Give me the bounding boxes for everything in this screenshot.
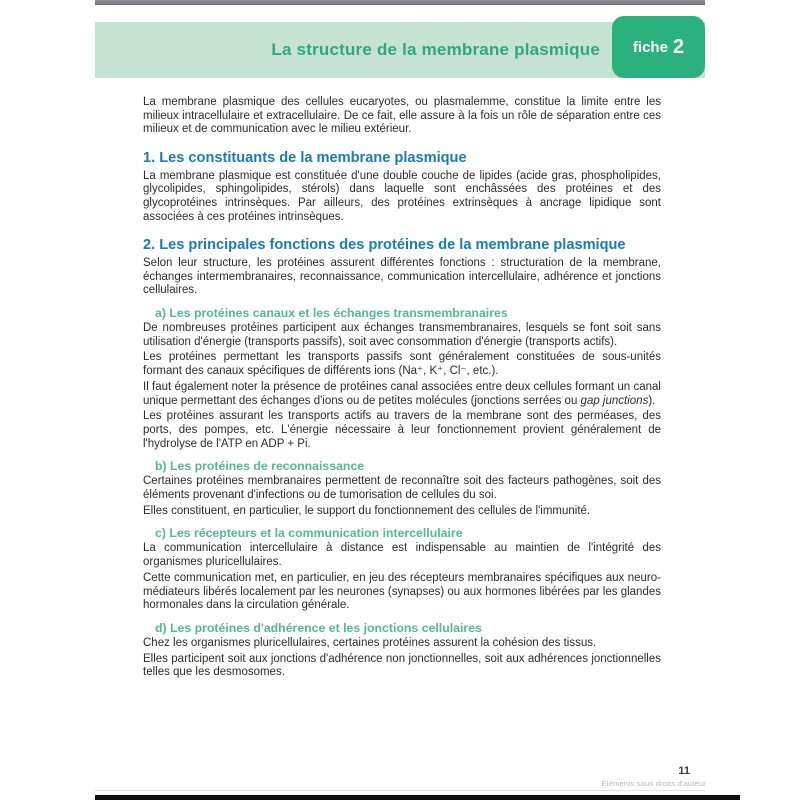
- subsection-a-heading: a) Les protéines canaux et les échanges transmembranaires: [155, 306, 508, 321]
- subsection-a-paragraph-1: De nombreuses protéines participent aux échanges transmembranaires, lesquels se font soit sans utilisation d'énergie (transports passifs), soit avec consommation d'énergie (transports actifs).: [143, 322, 661, 348]
- page-number: 11: [678, 765, 690, 777]
- section-2-heading: 2. Les principales fonctions des protéines de la membrane plasmique: [143, 237, 626, 254]
- rights-notice: Éléments sous droits d'auteur: [601, 779, 706, 788]
- subsection-a-paragraph-3-text: Il faut également noter la présence de protéines canal associées entre deux cellules formant un canal unique permettant des échanges d'ions ou de petites molécules (jonctions serrées ou: [143, 380, 661, 407]
- intro-paragraph: La membrane plasmique des cellules eucaryotes, ou plasmalemme, constitue la limite entre les milieux intracellulaire et extracellulaire. De ce fait, elle assure à la fois un rôle de séparation entre ces milieux et de communication avec le milieu extérieur.: [143, 96, 661, 136]
- subsection-b-heading: b) Les protéines de reconnaissance: [155, 459, 365, 474]
- fiche-tab-label: fiche: [632, 38, 668, 56]
- subsection-b-paragraph-2: Elles constituent, en particulier, le support du fonctionnement des cellules de l'immunité.: [143, 504, 591, 517]
- subsection-c-paragraph-2: Cette communication met, en particulier, en jeu des récepteurs membranaires spécifiques aux neuro-médiateurs libérés localement par les neurones (synapses) ou aux hormones libérées par les glandes hormonales dans la circulation générale.: [143, 571, 661, 612]
- section-1-paragraph: La membrane plasmique est constituée d'une double couche de lipides (acide gras, phospholipides, glycolipides, sphingolipides, stérols) dans laquelle sont enchâssées des protéines et des glycoprotéines intrinsèques. Par ailleurs, des protéines extrinsèques à ancrage lipidique sont associées à ces protéines intrinsèques.: [143, 169, 661, 223]
- viewer-top-bar: [95, 0, 705, 5]
- subsection-d-heading: d) Les protéines d'adhérence et les jonctions cellulaires: [155, 620, 482, 635]
- subsection-c-paragraph-1: La communication intercellulaire à distance est indispensable au maintien de l'intégrité des organismes pluricellulaires.: [143, 542, 661, 569]
- subsection-d-paragraph-2: Elles participent soit aux jonctions d'adhérence non jonctionnelles, soit aux adhérences jonctionnelles telles que les desmosomes.: [143, 652, 661, 679]
- gap-junctions-italic-term: gap junctions: [580, 394, 649, 407]
- subsection-b-paragraph-1: Certaines protéines membranaires permettent de reconnaître soit des facteurs pathogènes, soit des éléments provenant d'infections ou de tumorisation de cellules du soi.: [143, 475, 661, 502]
- subsection-d-paragraph-1: Chez les organismes pluricellulaires, certaines protéines assurent la cohésion des tissus.: [143, 636, 597, 649]
- fiche-tab-number: 2: [672, 35, 685, 58]
- chapter-title: La structure de la membrane plasmique: [271, 40, 600, 59]
- subsection-a-paragraph-2: Les protéines permettant les transports passifs sont généralement constituées de sous-unités formant des canaux spécifiques de différents ions (Na⁺, K⁺, Cl⁻, etc.).: [143, 351, 661, 378]
- subsection-c-heading: c) Les récepteurs et la communication intercellulaire: [155, 526, 463, 541]
- fiche-tab-badge: [612, 16, 705, 78]
- subsection-a-paragraph-3: [143, 381, 661, 408]
- viewer-bottom-bar: [95, 795, 740, 800]
- subsection-a-paragraph-4: Les protéines assurant les transports actifs au travers de la membrane sont des perméases, des ports, des pompes, etc. L'énergie nécessaire à leur fonctionnement provient généralement de l'hydrolyse de l'ATP en ADP + Pi.: [143, 410, 661, 450]
- section-1-heading: 1. Les constituants de la membrane plasmique: [143, 150, 467, 167]
- page-content: [143, 96, 661, 680]
- page-bottom-edge-line: [95, 790, 705, 791]
- subsection-a-paragraph-3-closing: ).: [648, 394, 656, 407]
- section-2-intro-paragraph: Selon leur structure, les protéines assurent différentes fonctions : structuration de la membrane, échanges intermembranaires, reconnaissance, communication intercellulaire, adhérence et jonctions cellulaires.: [143, 256, 661, 297]
